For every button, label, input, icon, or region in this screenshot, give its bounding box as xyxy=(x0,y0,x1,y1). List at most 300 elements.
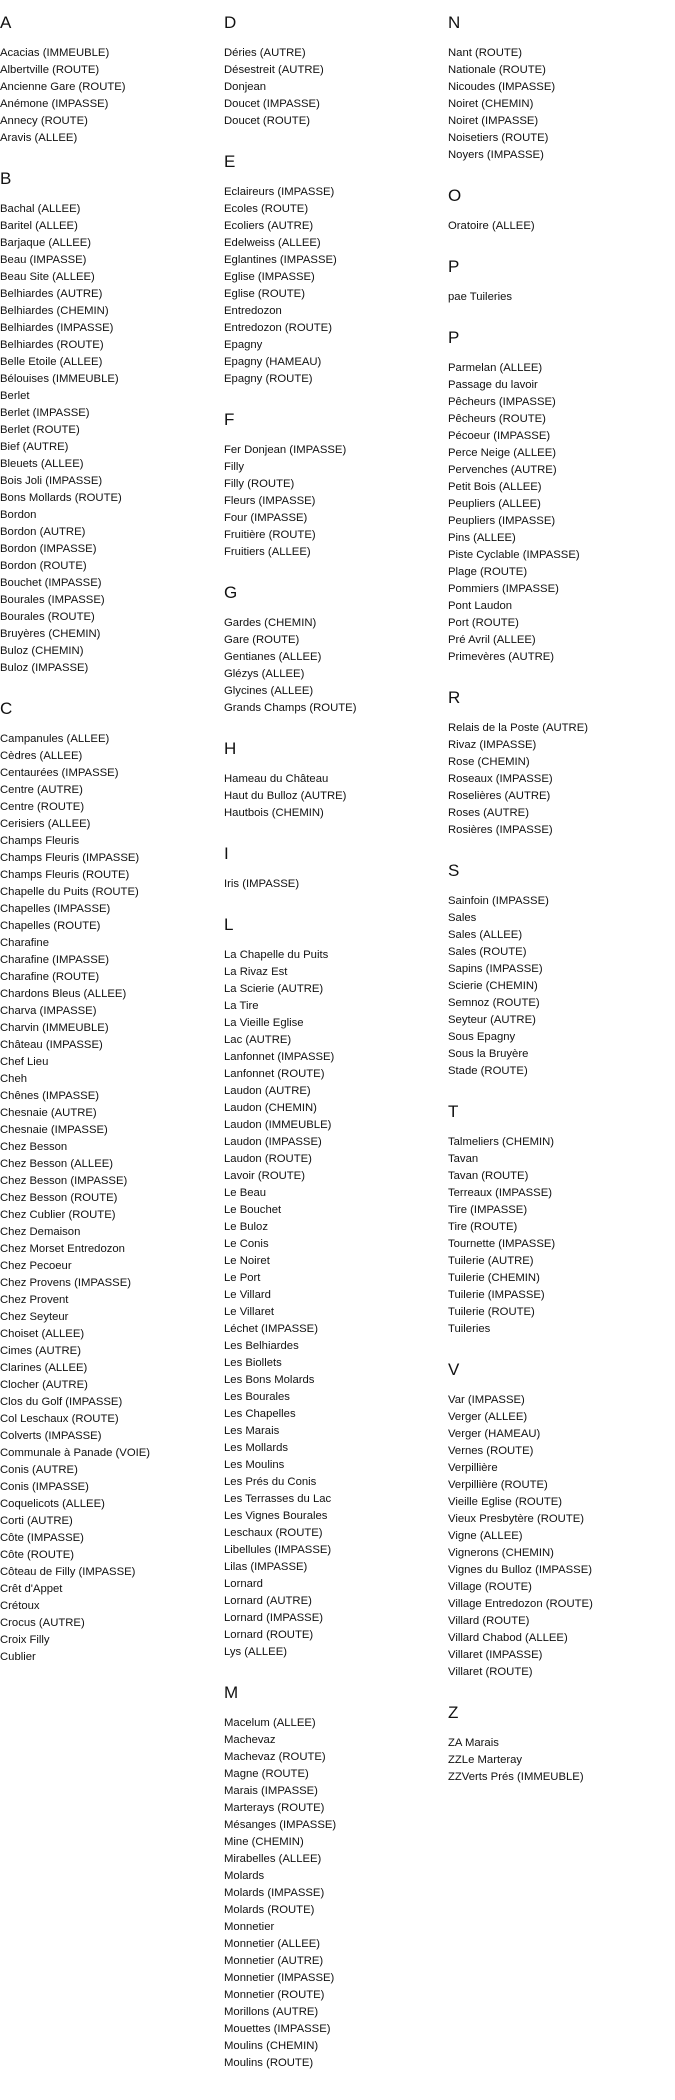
street-list xyxy=(448,1134,668,1338)
street-name: Clocher (AUTRE) xyxy=(0,1379,88,1391)
street-name: Nicoudes (IMPASSE) xyxy=(448,81,556,93)
street-name: Cheh xyxy=(0,1073,28,1085)
section-letter-heading: N xyxy=(448,13,461,32)
letter-group xyxy=(224,738,444,822)
street-list xyxy=(0,45,220,147)
street-list xyxy=(0,201,220,677)
street-name: Vigne (ALLEE) xyxy=(448,1530,523,1542)
street-name: Les Mollards xyxy=(224,1442,289,1454)
street-name: Sapins (IMPASSE) xyxy=(448,963,543,975)
street-name: Stade (ROUTE) xyxy=(448,1065,528,1077)
street-name: Monnetier xyxy=(224,1921,275,1933)
street-name: Le Bouchet xyxy=(224,1204,282,1216)
street-name: Déries (AUTRE) xyxy=(224,47,306,59)
street-name: Entredozon xyxy=(224,305,282,317)
street-name: Bordon xyxy=(0,509,37,521)
street-name: Magne (ROUTE) xyxy=(224,1768,309,1780)
street-name: Crêt d'Appet xyxy=(0,1583,63,1595)
street-list xyxy=(224,876,444,893)
street-name: Leschaux (ROUTE) xyxy=(224,1527,323,1539)
section-letter-heading: B xyxy=(0,169,12,188)
street-name: Tuileries xyxy=(448,1323,491,1335)
letter-group xyxy=(448,1359,668,1681)
letter-group xyxy=(224,409,444,561)
section-letter-heading: G xyxy=(224,583,238,602)
street-name: Noiret (CHEMIN) xyxy=(448,98,534,110)
section-letter-heading: R xyxy=(448,688,461,707)
street-name: Villaret (IMPASSE) xyxy=(448,1649,543,1661)
section-letter-heading: E xyxy=(224,152,236,171)
street-name: Fruitière (ROUTE) xyxy=(224,529,316,541)
letter-group xyxy=(0,12,220,147)
street-name: Communale à Panade (VOIE) xyxy=(0,1447,151,1459)
street-name: Marais (IMPASSE) xyxy=(224,1785,318,1797)
street-name: Mine (CHEMIN) xyxy=(224,1836,304,1848)
street-name: Le Conis xyxy=(224,1238,269,1250)
street-name: Moulins (CHEMIN) xyxy=(224,2040,319,2052)
street-name: Bleuets (ALLEE) xyxy=(0,458,84,470)
street-name: Lac (AUTRE) xyxy=(224,1034,292,1046)
street-name: Peupliers (IMPASSE) xyxy=(448,515,556,527)
street-name: Les Bons Molards xyxy=(224,1374,315,1386)
street-name: Edelweiss (ALLEE) xyxy=(224,237,321,249)
street-name: Clos du Golf (IMPASSE) xyxy=(0,1396,123,1408)
street-name: Sous Epagny xyxy=(448,1031,516,1043)
street-name: Tavan xyxy=(448,1153,479,1165)
street-name: Parmelan (ALLEE) xyxy=(448,362,543,374)
street-name: Chardons Bleus (ALLEE) xyxy=(0,988,127,1000)
street-name: Verger (HAMEAU) xyxy=(448,1428,541,1440)
street-name: Baritel (ALLEE) xyxy=(0,220,78,232)
section-letter-heading: L xyxy=(224,915,234,934)
street-name: Le Villaret xyxy=(224,1306,275,1318)
street-list xyxy=(448,360,668,666)
index-column-3 xyxy=(448,12,668,1807)
street-name: Chapelle du Puits (ROUTE) xyxy=(0,886,139,898)
street-name: Bouchet (IMPASSE) xyxy=(0,577,102,589)
street-name: Tire (IMPASSE) xyxy=(448,1204,528,1216)
street-name: Chênes (IMPASSE) xyxy=(0,1090,99,1102)
street-name: ZZVerts Prés (IMMEUBLE) xyxy=(448,1771,584,1783)
street-name: Acacias (IMMEUBLE) xyxy=(0,47,110,59)
street-name: Les Moulins xyxy=(224,1459,285,1471)
street-name: Sales (ALLEE) xyxy=(448,929,523,941)
street-name: Le Buloz xyxy=(224,1221,268,1233)
street-name: Tuilerie (AUTRE) xyxy=(448,1255,534,1267)
street-name: Verpillière (ROUTE) xyxy=(448,1479,548,1491)
street-name: Aravis (ALLEE) xyxy=(0,132,78,144)
street-name: Passage du lavoir xyxy=(448,379,538,391)
street-name: Bief (AUTRE) xyxy=(0,441,69,453)
street-name: Village Entredozon (ROUTE) xyxy=(448,1598,593,1610)
street-name: Cerisiers (ALLEE) xyxy=(0,818,91,830)
street-name: Fer Donjean (IMPASSE) xyxy=(224,444,347,456)
street-name: Laudon (CHEMIN) xyxy=(224,1102,317,1114)
street-name: Désestreit (AUTRE) xyxy=(224,64,324,76)
street-name: Hautbois (CHEMIN) xyxy=(224,807,324,819)
street-name: Lys (ALLEE) xyxy=(224,1646,287,1658)
street-name: Villard Chabod (ALLEE) xyxy=(448,1632,568,1644)
street-list xyxy=(448,289,668,306)
street-name: Belhiardes (CHEMIN) xyxy=(0,305,109,317)
street-name: Filly xyxy=(224,461,245,473)
street-name: Monnetier (IMPASSE) xyxy=(224,1972,335,1984)
street-name: Chez Provent xyxy=(0,1294,69,1306)
street-name: Machevaz (ROUTE) xyxy=(224,1751,326,1763)
street-name: Vieux Presbytère (ROUTE) xyxy=(448,1513,585,1525)
street-name: Les Bourales xyxy=(224,1391,290,1403)
section-letter-heading: Z xyxy=(448,1703,459,1722)
street-name: Four (IMPASSE) xyxy=(224,512,308,524)
street-name: Eglantines (IMPASSE) xyxy=(224,254,337,266)
street-name: La Vieille Eglise xyxy=(224,1017,304,1029)
street-name: Tire (ROUTE) xyxy=(448,1221,518,1233)
street-name: Belhiardes (ROUTE) xyxy=(0,339,104,351)
street-name: Rivaz (IMPASSE) xyxy=(448,739,537,751)
street-name: Villaret (ROUTE) xyxy=(448,1666,533,1678)
section-letter-heading: T xyxy=(448,1102,459,1121)
street-name: Buloz (IMPASSE) xyxy=(0,662,89,674)
street-name: Champs Fleuris xyxy=(0,835,80,847)
street-name: pae Tuileries xyxy=(448,291,513,303)
street-name: Lornard (IMPASSE) xyxy=(224,1612,323,1624)
section-letter-heading: I xyxy=(224,844,229,863)
letter-group xyxy=(448,1101,668,1338)
street-name: Les Biollets xyxy=(224,1357,282,1369)
street-name: Laudon (IMPASSE) xyxy=(224,1136,322,1148)
street-name: Chez Morset Entredozon xyxy=(0,1243,125,1255)
street-name: Lilas (IMPASSE) xyxy=(224,1561,308,1573)
street-name: Colverts (IMPASSE) xyxy=(0,1430,102,1442)
street-name: Roselières (AUTRE) xyxy=(448,790,551,802)
street-name: Relais de la Poste (AUTRE) xyxy=(448,722,589,734)
street-name: Charva (IMPASSE) xyxy=(0,1005,97,1017)
section-letter-heading: D xyxy=(224,13,237,32)
street-name: Eclaireurs (IMPASSE) xyxy=(224,186,335,198)
street-name: ZA Marais xyxy=(448,1737,499,1749)
street-list xyxy=(448,1392,668,1681)
street-list xyxy=(224,1715,444,2072)
street-name: Le Noiret xyxy=(224,1255,270,1267)
street-name: Laudon (ROUTE) xyxy=(224,1153,312,1165)
street-name: Molards (ROUTE) xyxy=(224,1904,315,1916)
street-name: Vignes du Bulloz (IMPASSE) xyxy=(448,1564,592,1576)
street-name: Scierie (CHEMIN) xyxy=(448,980,538,992)
street-name: Lornard xyxy=(224,1578,263,1590)
letter-group xyxy=(224,1682,444,2072)
street-name: Charafine (IMPASSE) xyxy=(0,954,110,966)
street-name: Mirabelles (ALLEE) xyxy=(224,1853,322,1865)
street-name: Monnetier (ALLEE) xyxy=(224,1938,321,1950)
street-name: Bordon (ROUTE) xyxy=(0,560,87,572)
street-name: Cimes (AUTRE) xyxy=(0,1345,81,1357)
street-list xyxy=(448,720,668,839)
street-list xyxy=(448,893,668,1080)
street-name: Hameau du Château xyxy=(224,773,329,785)
street-name: Bruyères (CHEMIN) xyxy=(0,628,101,640)
street-name: Conis (AUTRE) xyxy=(0,1464,78,1476)
section-letter-heading: A xyxy=(0,13,12,32)
street-name: Bordon (IMPASSE) xyxy=(0,543,97,555)
street-name: Buloz (CHEMIN) xyxy=(0,645,84,657)
street-name: Nationale (ROUTE) xyxy=(448,64,546,76)
section-letter-heading: P xyxy=(448,257,460,276)
street-name: ZZLe Marteray xyxy=(448,1754,523,1766)
street-name: Epagny (HAMEAU) xyxy=(224,356,322,368)
street-list xyxy=(224,45,444,130)
letter-group xyxy=(448,327,668,666)
street-name: Les Marais xyxy=(224,1425,280,1437)
letter-group xyxy=(224,582,444,717)
letter-group xyxy=(448,256,668,306)
street-name: Bélouises (IMMEUBLE) xyxy=(0,373,119,385)
street-name: Mésanges (IMPASSE) xyxy=(224,1819,337,1831)
street-name: Iris (IMPASSE) xyxy=(224,878,300,890)
street-name: Le Port xyxy=(224,1272,261,1284)
street-name: Bois Joli (IMPASSE) xyxy=(0,475,103,487)
street-list xyxy=(0,731,220,1666)
street-name: Crétoux xyxy=(0,1600,40,1612)
letter-group xyxy=(224,151,444,388)
street-name: Charafine xyxy=(0,937,49,949)
street-name: Sainfoin (IMPASSE) xyxy=(448,895,549,907)
street-name: Verger (ALLEE) xyxy=(448,1411,528,1423)
street-name: Rosières (IMPASSE) xyxy=(448,824,553,836)
street-name: Lornard (ROUTE) xyxy=(224,1629,314,1641)
street-list xyxy=(448,1735,668,1786)
street-name: Sous la Bruyère xyxy=(448,1048,529,1060)
street-name: Village (ROUTE) xyxy=(448,1581,532,1593)
index-column-2 xyxy=(224,12,444,2093)
street-name: Noyers (IMPASSE) xyxy=(448,149,544,161)
street-name: Ancienne Gare (ROUTE) xyxy=(0,81,126,93)
street-name: Charafine (ROUTE) xyxy=(0,971,100,983)
street-name: Chez Besson (ALLEE) xyxy=(0,1158,114,1170)
street-name: Barjaque (ALLEE) xyxy=(0,237,92,249)
street-name: Var (IMPASSE) xyxy=(448,1394,525,1406)
street-name: Moulins (ROUTE) xyxy=(224,2057,314,2069)
street-name: Col Leschaux (ROUTE) xyxy=(0,1413,119,1425)
street-name: Filly (ROUTE) xyxy=(224,478,295,490)
street-name: Morillons (AUTRE) xyxy=(224,2006,319,2018)
street-name: Berlet (ROUTE) xyxy=(0,424,80,436)
letter-group xyxy=(448,687,668,839)
street-name: Chez Pecoeur xyxy=(0,1260,72,1272)
street-name: Champs Fleuris (ROUTE) xyxy=(0,869,130,881)
street-name: Perce Neige (ALLEE) xyxy=(448,447,556,459)
street-name: Lanfonnet (ROUTE) xyxy=(224,1068,325,1080)
street-name: Chez Demaison xyxy=(0,1226,81,1238)
street-name: Les Terrasses du Lac xyxy=(224,1493,332,1505)
letter-group xyxy=(448,860,668,1080)
street-list xyxy=(224,615,444,717)
street-name: Les Prés du Conis xyxy=(224,1476,317,1488)
street-name: Tuilerie (IMPASSE) xyxy=(448,1289,545,1301)
street-name: Noiret (IMPASSE) xyxy=(448,115,539,127)
street-list xyxy=(448,218,668,235)
street-name: Plage (ROUTE) xyxy=(448,566,528,578)
street-name: Centre (AUTRE) xyxy=(0,784,83,796)
street-name: Chez Besson (ROUTE) xyxy=(0,1192,118,1204)
street-name: Entredozon (ROUTE) xyxy=(224,322,332,334)
street-name: Le Beau xyxy=(224,1187,267,1199)
street-name: Donjean xyxy=(224,81,267,93)
street-name: Pré Avril (ALLEE) xyxy=(448,634,536,646)
street-name: Molards xyxy=(224,1870,265,1882)
street-name: Laudon (IMMEUBLE) xyxy=(224,1119,332,1131)
street-name: La Chapelle du Puits xyxy=(224,949,329,961)
street-name: Bourales (ROUTE) xyxy=(0,611,95,623)
street-name: Cublier xyxy=(0,1651,36,1663)
letter-group xyxy=(224,12,444,130)
street-name: Belhiardes (AUTRE) xyxy=(0,288,103,300)
letter-group xyxy=(224,843,444,893)
street-name: Marterays (ROUTE) xyxy=(224,1802,325,1814)
section-letter-heading: C xyxy=(0,699,13,718)
street-name: Annecy (ROUTE) xyxy=(0,115,88,127)
street-name: Chapelles (ROUTE) xyxy=(0,920,101,932)
street-name: Fleurs (IMPASSE) xyxy=(224,495,316,507)
letter-group xyxy=(448,12,668,164)
street-name: La Rivaz Est xyxy=(224,966,288,978)
street-name: Cèdres (ALLEE) xyxy=(0,750,83,762)
street-name: Bachal (ALLEE) xyxy=(0,203,81,215)
street-name: Côte (ROUTE) xyxy=(0,1549,75,1561)
street-name: Eglise (IMPASSE) xyxy=(224,271,315,283)
street-name: Ecoliers (AUTRE) xyxy=(224,220,314,232)
street-name: Croix Filly xyxy=(0,1634,50,1646)
street-list xyxy=(448,45,668,164)
letter-group xyxy=(448,1702,668,1786)
street-name: Rose (CHEMIN) xyxy=(448,756,530,768)
street-name: Macelum (ALLEE) xyxy=(224,1717,316,1729)
street-name: Tuilerie (ROUTE) xyxy=(448,1306,535,1318)
street-name: Conis (IMPASSE) xyxy=(0,1481,89,1493)
street-name: Doucet (ROUTE) xyxy=(224,115,310,127)
street-name: Piste Cyclable (IMPASSE) xyxy=(448,549,580,561)
street-name: Glycines (ALLEE) xyxy=(224,685,314,697)
street-name: Ecoles (ROUTE) xyxy=(224,203,309,215)
street-name: Pins (ALLEE) xyxy=(448,532,516,544)
street-name: Talmeliers (CHEMIN) xyxy=(448,1136,555,1148)
street-name: Choiset (ALLEE) xyxy=(0,1328,85,1340)
street-name: Seyteur (AUTRE) xyxy=(448,1014,536,1026)
street-name: Tavan (ROUTE) xyxy=(448,1170,529,1182)
letter-group xyxy=(0,698,220,1666)
section-letter-heading: O xyxy=(448,186,462,205)
section-letter-heading: M xyxy=(224,1683,239,1702)
street-name: Léchet (IMPASSE) xyxy=(224,1323,318,1335)
street-name: Centaurées (IMPASSE) xyxy=(0,767,119,779)
street-name: Crocus (AUTRE) xyxy=(0,1617,85,1629)
street-name: Lornard (AUTRE) xyxy=(224,1595,312,1607)
street-name: Bourales (IMPASSE) xyxy=(0,594,105,606)
street-name: Eglise (ROUTE) xyxy=(224,288,305,300)
street-name: La Tire xyxy=(224,1000,259,1012)
street-name: Nant (ROUTE) xyxy=(448,47,523,59)
section-letter-heading: P xyxy=(448,328,460,347)
street-name: Albertville (ROUTE) xyxy=(0,64,100,76)
street-name: Château (IMPASSE) xyxy=(0,1039,103,1051)
street-name: Peupliers (ALLEE) xyxy=(448,498,541,510)
street-name: Vignerons (CHEMIN) xyxy=(448,1547,554,1559)
street-name: Bordon (AUTRE) xyxy=(0,526,86,538)
street-list xyxy=(224,184,444,388)
street-name: Roses (AUTRE) xyxy=(448,807,529,819)
street-name: Verpillière xyxy=(448,1462,498,1474)
street-name: Pêcheurs (IMPASSE) xyxy=(448,396,556,408)
street-name: Gardes (CHEMIN) xyxy=(224,617,317,629)
street-name: Pommiers (IMPASSE) xyxy=(448,583,559,595)
street-name: Chapelles (IMPASSE) xyxy=(0,903,111,915)
street-name: Monnetier (AUTRE) xyxy=(224,1955,324,1967)
street-name: Pont Laudon xyxy=(448,600,513,612)
street-name: Bons Mollards (ROUTE) xyxy=(0,492,122,504)
street-name: Tuilerie (CHEMIN) xyxy=(448,1272,540,1284)
street-name: Chesnaie (AUTRE) xyxy=(0,1107,97,1119)
street-name: Charvin (IMMEUBLE) xyxy=(0,1022,109,1034)
street-name: Berlet xyxy=(0,390,30,402)
street-name: Clarines (ALLEE) xyxy=(0,1362,88,1374)
street-name: Molards (IMPASSE) xyxy=(224,1887,325,1899)
street-name: Doucet (IMPASSE) xyxy=(224,98,320,110)
street-name: Chez Cublier (ROUTE) xyxy=(0,1209,116,1221)
street-name: Laudon (AUTRE) xyxy=(224,1085,311,1097)
letter-group xyxy=(448,185,668,235)
street-name: Port (ROUTE) xyxy=(448,617,519,629)
street-name: Les Belhiardes xyxy=(224,1340,299,1352)
street-name: Belhiardes (IMPASSE) xyxy=(0,322,114,334)
street-name: Côteau de Filly (IMPASSE) xyxy=(0,1566,136,1578)
section-letter-heading: F xyxy=(224,410,235,429)
street-name: Villard (ROUTE) xyxy=(448,1615,530,1627)
street-name: Anémone (IMPASSE) xyxy=(0,98,109,110)
street-name: Le Villard xyxy=(224,1289,271,1301)
street-name: Semnoz (ROUTE) xyxy=(448,997,540,1009)
street-name: Terreaux (IMPASSE) xyxy=(448,1187,552,1199)
street-list xyxy=(224,442,444,561)
street-name: Pervenches (AUTRE) xyxy=(448,464,557,476)
street-name: Oratoire (ALLEE) xyxy=(448,220,535,232)
street-name: Pécoeur (IMPASSE) xyxy=(448,430,551,442)
street-name: Chez Besson (IMPASSE) xyxy=(0,1175,128,1187)
street-name: Primevères (AUTRE) xyxy=(448,651,555,663)
street-name: Corti (AUTRE) xyxy=(0,1515,73,1527)
street-name: Grands Champs (ROUTE) xyxy=(224,702,357,714)
street-name: Machevaz xyxy=(224,1734,276,1746)
street-name: Chez Provens (IMPASSE) xyxy=(0,1277,132,1289)
street-name: Roseaux (IMPASSE) xyxy=(448,773,553,785)
street-name: Centre (ROUTE) xyxy=(0,801,85,813)
street-name: Noisetiers (ROUTE) xyxy=(448,132,549,144)
street-name: Vieille Eglise (ROUTE) xyxy=(448,1496,563,1508)
street-name: Glézys (ALLEE) xyxy=(224,668,305,680)
street-name: Chez Besson xyxy=(0,1141,68,1153)
street-name: Chef Lieu xyxy=(0,1056,49,1068)
street-name: Epagny (ROUTE) xyxy=(224,373,313,385)
street-name: La Scierie (AUTRE) xyxy=(224,983,324,995)
street-name: Beau Site (ALLEE) xyxy=(0,271,95,283)
street-name: Petit Bois (ALLEE) xyxy=(448,481,542,493)
street-name: Epagny xyxy=(224,339,263,351)
street-name: Tournette (IMPASSE) xyxy=(448,1238,556,1250)
street-name: Coquelicots (ALLEE) xyxy=(0,1498,105,1510)
street-name: Gentianes (ALLEE) xyxy=(224,651,322,663)
street-name: Libellules (IMPASSE) xyxy=(224,1544,332,1556)
street-name: Sales (ROUTE) xyxy=(448,946,527,958)
street-list xyxy=(224,947,444,1661)
street-name: Berlet (IMPASSE) xyxy=(0,407,90,419)
